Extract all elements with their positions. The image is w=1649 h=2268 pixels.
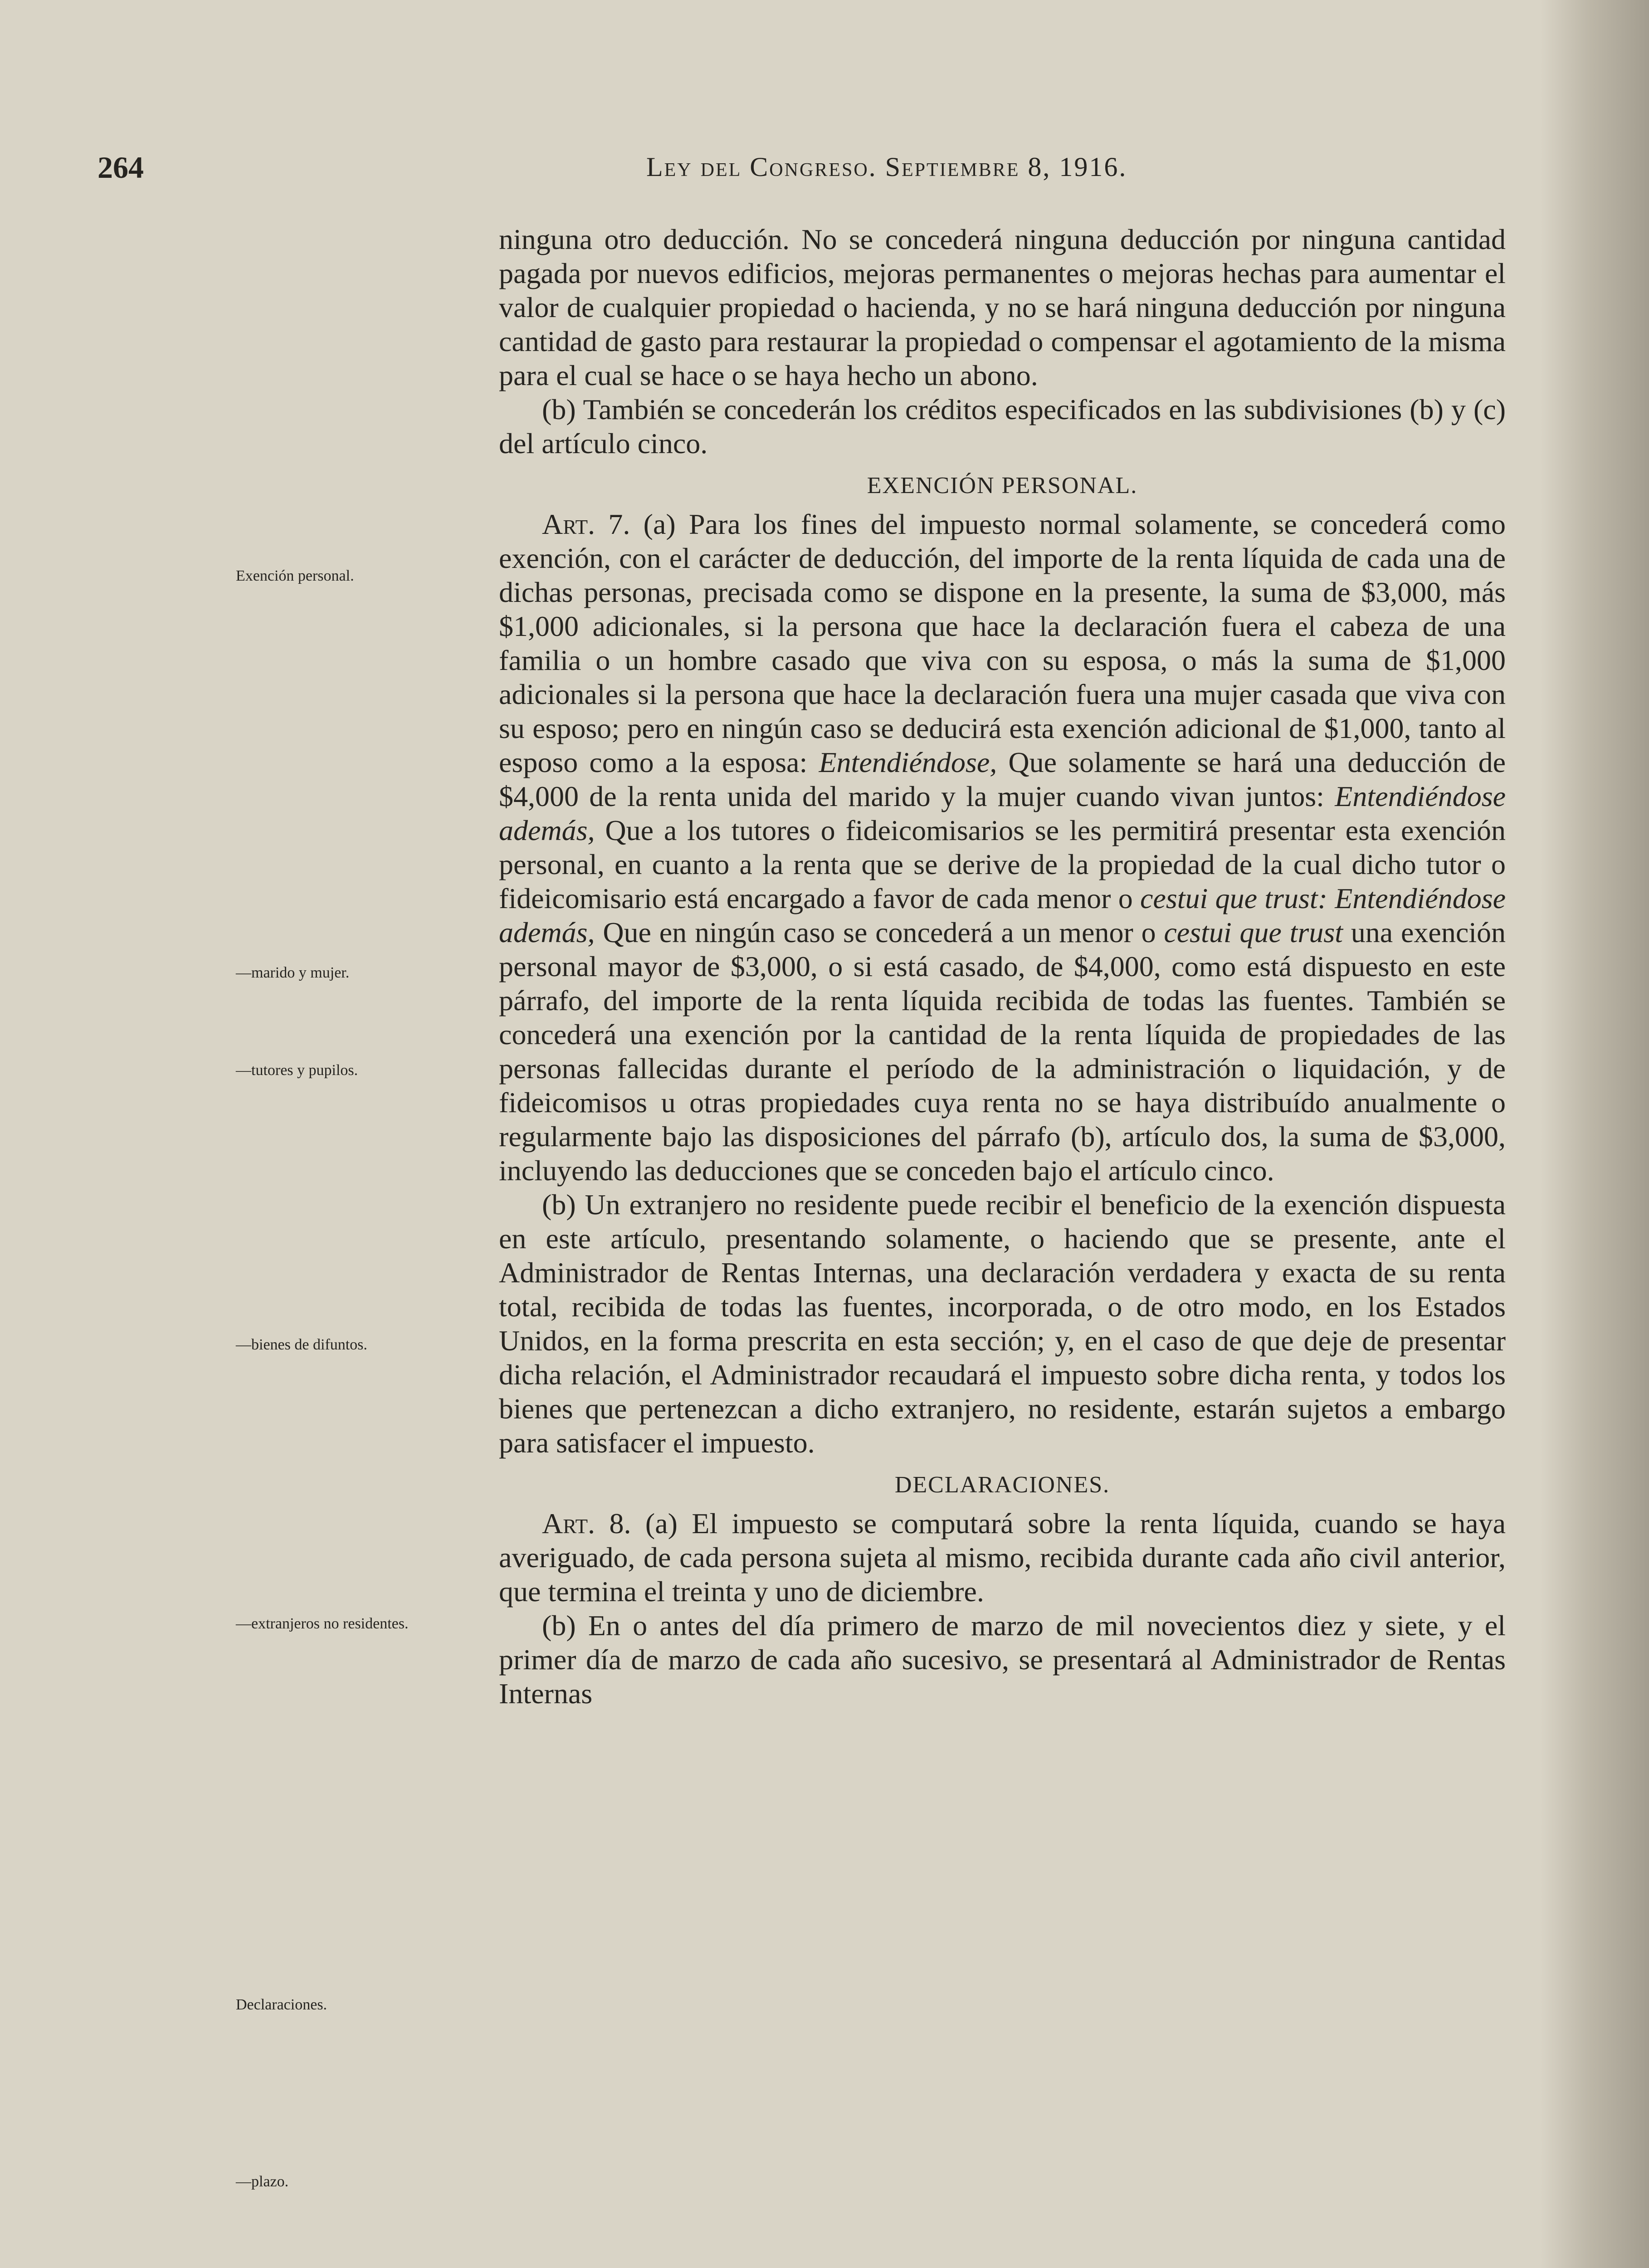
body-text xyxy=(499,222,1506,1711)
margin-note-bienes-difuntos: —bienes de difuntos. xyxy=(236,1336,367,1353)
article-7-paragraph-b: (b) Un extranjero no residente puede recibir el beneficio de la exención dispuesta en este artículo, presentando solamente, o haciendo que se presente, ante el Administrador de Rentas Internas, una declaración verdadera y exacta de su renta total, recibida de todas las fuentes, incorporada, o de otro modo, en los Estados Unidos, en la forma prescrita en esta sección; y, en el caso de que deje de presentar dicha relación, el Administrador recaudará el impuesto sobre dicha renta, y todos los bienes que pertenezcan a dicho extranjero, no residente, estarán sujetos a embargo para satisfacer el impuesto. xyxy=(499,1188,1506,1459)
page-number: 264 xyxy=(98,150,144,185)
page-header xyxy=(98,150,1413,204)
margin-note-declaraciones: Declaraciones. xyxy=(236,1996,327,2013)
article-8-paragraph-a: Art. 8. (a) El impuesto se computará sobre la renta líquida, cuando se haya averiguado, de cada persona sujeta al mismo, recibida durante cada año civil anterior, que termina el treinta y uno de diciembre. xyxy=(499,1507,1506,1608)
article-7-label: Art. 7. xyxy=(542,508,630,540)
section-heading-exencion-personal: EXENCIÓN PERSONAL. xyxy=(867,473,1138,499)
article-7-paragraph-a: Art. 7. (a) Para los fines del impuesto normal solamente, se concederá como exención, con el carácter de deducción, del importe de la renta líquida de cada una de dichas personas, precisada como se dispone en la presente, la suma de $3,000, más $1,000 adicionales, si la persona que hace la declaración fuera el cabeza de una familia o un hombre casado que viva con su esposa, o más la suma de $1,000 adicionales si la persona que hace la declaración fuera una mujer casada que viva con su esposo; pero en ningún caso se deducirá esta exención adicional de $1,000, tanto al esposo como a la esposa: Entendiéndose, Que solamente se hará una deducción de $4,000 de la renta unida del marido y la mujer cuando vivan juntos: Entendiéndose además, Que a los tutores o fideicomisarios se les permitirá presentar esta exención personal, en cuanto a la renta que se derive de la propiedad de la cual dicho tutor o fideicomisario está encargado a favor de cada menor o cestui que trust: Entendiéndose además, Que en ningún caso se concederá a un menor o cestui que trust una exención personal mayor de $3,000, o si está casado, de $4,000, como está dispuesto en este párrafo, del importe de la renta líquida recibida de todas las fuentes. También se concederá una exención por la cantidad de la renta líquida de propiedades de las personas fallecidas durante el período de la administración o liquidación, y de fideicomisos u otras propiedades cuya renta no se haya distribuído anualmente o regularmente bajo las disposiciones del párrafo (b), artículo dos, la suma de $3,000, incluyendo las deducciones que se conceden bajo el artículo cinco. xyxy=(499,508,1506,1187)
margin-note-plazo: —plazo. xyxy=(236,2173,289,2190)
margin-note-extranjeros: —extranjeros no residentes. xyxy=(236,1615,409,1632)
paragraph-credits: (b) También se concederán los créditos especificados en las subdivisiones (b) y (c) del artículo cinco. xyxy=(499,393,1506,459)
margin-note-exencion-personal: Exención personal. xyxy=(236,567,354,584)
margin-note-tutores-pupilos: —tutores y pupilos. xyxy=(236,1062,358,1079)
page-edge-shadow xyxy=(1540,0,1649,2268)
article-8-paragraph-b: (b) En o antes del día primero de marzo de mil novecientos diez y siete, y el primer día de marzo de cada año sucesivo, se presentará al Administrador de Rentas Internas xyxy=(499,1609,1506,1710)
article-8-label: Art. 8. xyxy=(542,1507,631,1540)
paragraph-continuation: ninguna otro deducción. No se concederá ninguna deducción por ninguna cantidad pagada por nuevos edificios, mejoras permanentes o mejoras hechas para aumentar el valor de cualquier propiedad o hacienda, y no se hará ninguna deducción por ninguna cantidad de gasto para restaurar la propiedad o compensar el agotamiento de la misma para el cual se hace o se haya hecho un abono. xyxy=(499,223,1506,391)
margin-note-marido-mujer: —marido y mujer. xyxy=(236,964,350,981)
section-heading-declaraciones: DECLARACIONES. xyxy=(894,1472,1110,1498)
running-head: Ley del Congreso. Septiembre 8, 1916. xyxy=(646,152,1127,182)
